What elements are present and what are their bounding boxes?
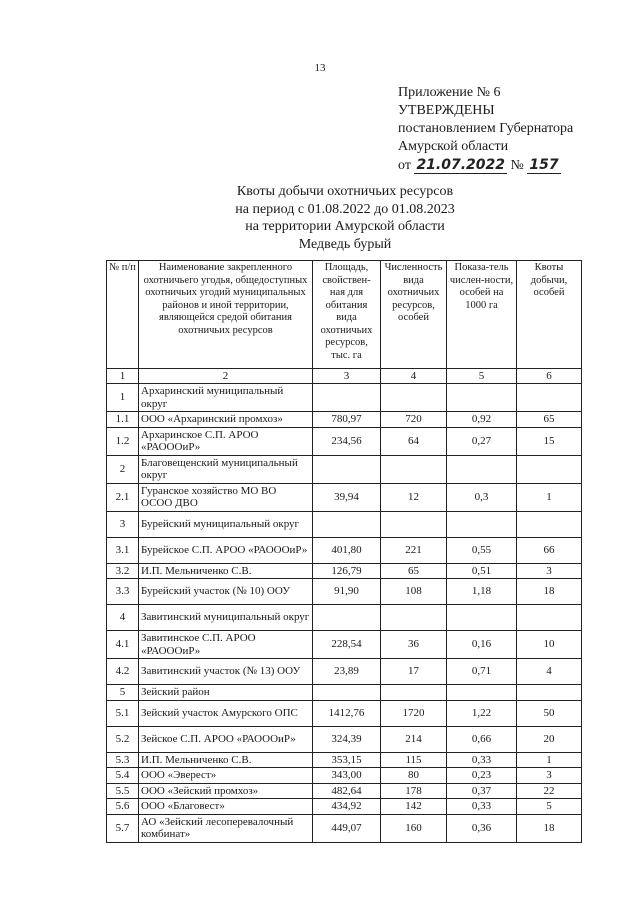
- row-density: 0,66: [447, 726, 517, 752]
- row-density: 0,37: [447, 783, 517, 799]
- row-density: [447, 384, 517, 412]
- row-name: ООО «Благовест»: [139, 799, 313, 815]
- row-density: [447, 605, 517, 631]
- row-area: [313, 685, 381, 701]
- row-count: [381, 455, 447, 483]
- approved-label: УТВЕРЖДЕНЫ: [398, 103, 495, 118]
- row-number: 3.2: [107, 563, 139, 579]
- row-area: 343,00: [313, 768, 381, 784]
- row-name: Завитинский муниципальный округ: [139, 605, 313, 631]
- row-area: 482,64: [313, 783, 381, 799]
- row-density: 0,33: [447, 799, 517, 815]
- row-area: 126,79: [313, 563, 381, 579]
- row-quota: [517, 685, 582, 701]
- row-area: [313, 455, 381, 483]
- decree-date: 21.07.2022: [416, 157, 506, 173]
- row-quota: 22: [517, 783, 582, 799]
- table-row: [107, 537, 582, 563]
- table-row: [107, 483, 582, 511]
- row-count: 720: [381, 412, 447, 428]
- table-row: [107, 631, 582, 659]
- table-row: [107, 579, 582, 605]
- row-area: 449,07: [313, 814, 381, 842]
- decree-number: 157: [529, 157, 559, 173]
- species-name: Медведь бурый: [298, 236, 392, 252]
- header-name: Наименование закрепленного охотничьего угодья, общедоступных охотничьих угодий муниципальных районов и иной территории, являющейся средой обитания охотничьих ресурсов: [139, 261, 313, 369]
- row-quota: 10: [517, 631, 582, 659]
- row-name: Бурейское С.П. АРОО «РАОООиР»: [139, 537, 313, 563]
- row-area: [313, 511, 381, 537]
- row-count: 221: [381, 537, 447, 563]
- table-row: [107, 412, 582, 428]
- row-quota: 3: [517, 768, 582, 784]
- row-number: 5.4: [107, 768, 139, 784]
- row-number: 3.1: [107, 537, 139, 563]
- row-area: 401,80: [313, 537, 381, 563]
- row-name: Благовещенский муниципальный округ: [139, 455, 313, 483]
- row-count: 160: [381, 814, 447, 842]
- table-header-row: [107, 261, 582, 369]
- row-quota: [517, 384, 582, 412]
- table-row: [107, 768, 582, 784]
- row-quota: 50: [517, 700, 582, 726]
- table-row: [107, 783, 582, 799]
- table-row: [107, 752, 582, 768]
- document-title: [150, 183, 540, 253]
- row-name: Бурейский муниципальный округ: [139, 511, 313, 537]
- title-line-2: на период с 01.08.2022 до 01.08.2023: [235, 201, 455, 217]
- table-row: [107, 814, 582, 842]
- row-number: 5.3: [107, 752, 139, 768]
- row-density: 0,71: [447, 659, 517, 685]
- row-name: ООО «Зейский промхоз»: [139, 783, 313, 799]
- row-area: 23,89: [313, 659, 381, 685]
- row-number: 2.1: [107, 483, 139, 511]
- header-quota: Квоты добычи, особей: [517, 261, 582, 369]
- row-density: 0,55: [447, 537, 517, 563]
- header-area: Площадь, свойствен-ная для обитания вида охотничьих ресурсов, тыс. га: [313, 261, 381, 369]
- index-cell: 1: [107, 369, 139, 384]
- row-quota: 1: [517, 752, 582, 768]
- row-count: 115: [381, 752, 447, 768]
- row-count: 80: [381, 768, 447, 784]
- index-cell: 6: [517, 369, 582, 384]
- row-name: Архаринский муниципальный округ: [139, 384, 313, 412]
- row-quota: [517, 605, 582, 631]
- table-row: [107, 726, 582, 752]
- row-count: [381, 685, 447, 701]
- row-name: Зейский район: [139, 685, 313, 701]
- row-count: [381, 605, 447, 631]
- row-count: 108: [381, 579, 447, 605]
- table-row: [107, 511, 582, 537]
- row-number: 1.2: [107, 427, 139, 455]
- row-area: [313, 384, 381, 412]
- row-count: 17: [381, 659, 447, 685]
- table-row: [107, 700, 582, 726]
- date-prefix: от: [398, 158, 411, 173]
- title-line-3: на территории Амурской области: [245, 219, 445, 234]
- row-count: 214: [381, 726, 447, 752]
- header-count: Численность вида охотничьих ресурсов, особей: [381, 261, 447, 369]
- table-row: [107, 427, 582, 455]
- row-count: 65: [381, 563, 447, 579]
- row-density: 1,18: [447, 579, 517, 605]
- row-area: 1412,76: [313, 700, 381, 726]
- row-area: 228,54: [313, 631, 381, 659]
- row-count: [381, 384, 447, 412]
- row-quota: 3: [517, 563, 582, 579]
- row-count: 36: [381, 631, 447, 659]
- row-name: Зейский участок Амурского ОПС: [139, 700, 313, 726]
- row-quota: 1: [517, 483, 582, 511]
- row-name: ООО «Эверест»: [139, 768, 313, 784]
- row-density: [447, 455, 517, 483]
- row-area: 434,92: [313, 799, 381, 815]
- row-name: Бурейский участок (№ 10) ООУ: [139, 579, 313, 605]
- table-row: [107, 384, 582, 412]
- row-quota: 18: [517, 579, 582, 605]
- row-area: 91,90: [313, 579, 381, 605]
- row-density: 0,51: [447, 563, 517, 579]
- row-number: 5.1: [107, 700, 139, 726]
- row-density: 1,22: [447, 700, 517, 726]
- index-cell: 3: [313, 369, 381, 384]
- decree-label: постановлением Губернатора: [398, 121, 574, 136]
- row-area: [313, 605, 381, 631]
- approval-stamp: [398, 84, 628, 175]
- row-name: Завитинское С.П. АРОО «РАОООиР»: [139, 631, 313, 659]
- index-cell: 4: [381, 369, 447, 384]
- row-name: Архаринское С.П. АРОО «РАОООиР»: [139, 427, 313, 455]
- row-number: 5.5: [107, 783, 139, 799]
- row-number: 4: [107, 605, 139, 631]
- row-number: 4.1: [107, 631, 139, 659]
- row-count: 12: [381, 483, 447, 511]
- quota-table: [106, 260, 582, 843]
- row-name: АО «Зейский лесоперевалочный комбинат»: [139, 814, 313, 842]
- row-number: 1.1: [107, 412, 139, 428]
- row-name: Завитинский участок (№ 13) ООУ: [139, 659, 313, 685]
- row-count: 142: [381, 799, 447, 815]
- row-count: 1720: [381, 700, 447, 726]
- index-cell: 2: [139, 369, 313, 384]
- table-index-row: [107, 369, 582, 384]
- row-number: 1: [107, 384, 139, 412]
- table-row: [107, 605, 582, 631]
- row-quota: 66: [517, 537, 582, 563]
- row-density: 0,33: [447, 752, 517, 768]
- header-density: Показа-тель числен-ности, особей на 1000 га: [447, 261, 517, 369]
- row-density: 0,3: [447, 483, 517, 511]
- table-body: [107, 384, 582, 843]
- row-density: 0,23: [447, 768, 517, 784]
- row-area: 234,56: [313, 427, 381, 455]
- row-number: 5: [107, 685, 139, 701]
- row-density: 0,92: [447, 412, 517, 428]
- row-number: 4.2: [107, 659, 139, 685]
- page-number: 13: [314, 62, 326, 74]
- row-density: [447, 685, 517, 701]
- region-label: Амурской области: [398, 139, 509, 154]
- row-count: 64: [381, 427, 447, 455]
- row-quota: 65: [517, 412, 582, 428]
- row-count: [381, 511, 447, 537]
- row-name: Зейское С.П. АРОО «РАОООиР»: [139, 726, 313, 752]
- row-number: 5.2: [107, 726, 139, 752]
- row-area: 353,15: [313, 752, 381, 768]
- row-number: 3.3: [107, 579, 139, 605]
- row-density: 0,36: [447, 814, 517, 842]
- table-row: [107, 799, 582, 815]
- index-cell: 5: [447, 369, 517, 384]
- header-number: № п/п: [107, 261, 139, 369]
- row-density: 0,27: [447, 427, 517, 455]
- row-name: И.П. Мельниченко С.В.: [139, 563, 313, 579]
- table-row: [107, 563, 582, 579]
- decree-date-line: [398, 156, 628, 175]
- row-quota: [517, 455, 582, 483]
- row-quota: 20: [517, 726, 582, 752]
- table-row: [107, 659, 582, 685]
- row-quota: 5: [517, 799, 582, 815]
- appendix-label: Приложение № 6: [398, 85, 501, 100]
- title-line-1: Квоты добычи охотничьих ресурсов: [236, 184, 454, 199]
- row-name: ООО «Архаринский промхоз»: [139, 412, 313, 428]
- row-quota: 15: [517, 427, 582, 455]
- row-area: 780,97: [313, 412, 381, 428]
- row-area: 39,94: [313, 483, 381, 511]
- row-density: [447, 511, 517, 537]
- row-number: 5.7: [107, 814, 139, 842]
- row-name: И.П. Мельниченко С.В.: [139, 752, 313, 768]
- row-number: 3: [107, 511, 139, 537]
- row-number: 2: [107, 455, 139, 483]
- row-quota: 18: [517, 814, 582, 842]
- row-area: 324,39: [313, 726, 381, 752]
- number-prefix: №: [510, 158, 524, 173]
- row-quota: [517, 511, 582, 537]
- row-density: 0,16: [447, 631, 517, 659]
- table-row: [107, 455, 582, 483]
- table-row: [107, 685, 582, 701]
- row-number: 5.6: [107, 799, 139, 815]
- row-quota: 4: [517, 659, 582, 685]
- row-name: Гуранское хозяйство МО ВО ОСОО ДВО: [139, 483, 313, 511]
- row-count: 178: [381, 783, 447, 799]
